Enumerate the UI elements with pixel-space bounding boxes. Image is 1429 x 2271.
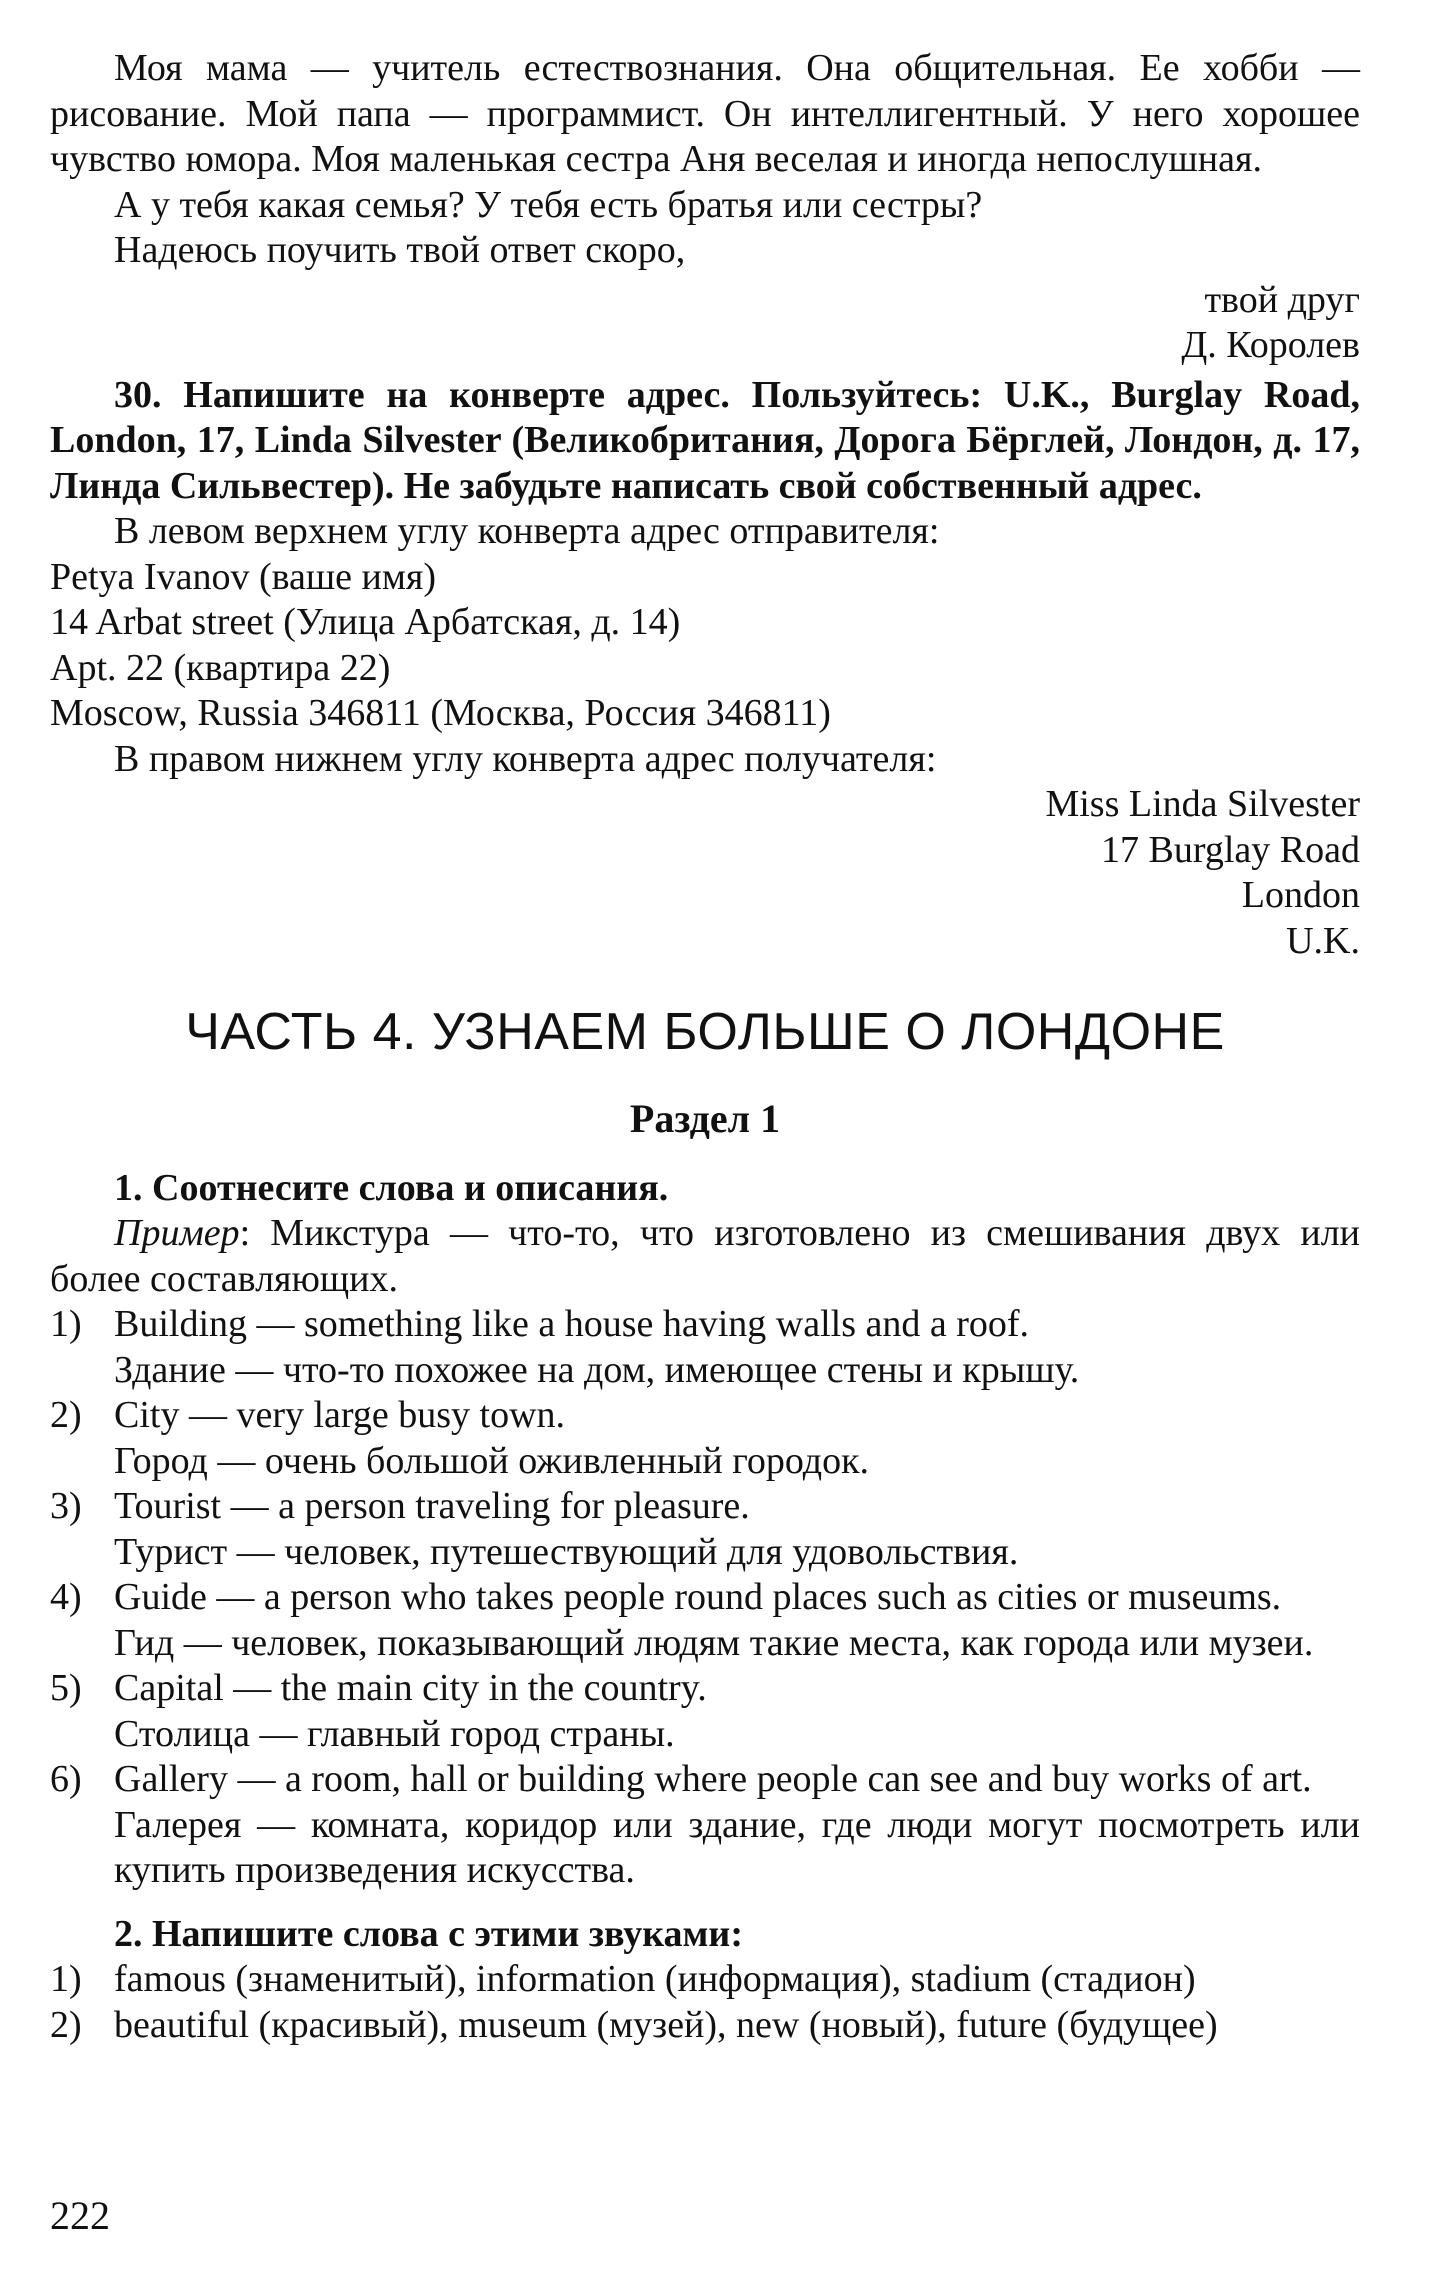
item-russian: Здание — что-то похожее на дом, имеющее стены и крышу. <box>114 1348 1080 1391</box>
item-text: famous (знаменитый), information (информация), stadium (стадион) <box>114 1958 1196 2000</box>
item-number: 1) <box>50 1958 82 2000</box>
item-number: 6) <box>50 1758 82 1800</box>
letter-paragraph: Моя мама — учитель естествознания. Она общительная. Ее хобби — рисование. Мой папа — программист. Он интеллигентный. У него хорошее чувство юмора. Моя маленькая сестра Аня веселая и иногда непослушная. <box>50 47 1360 180</box>
item-russian: Галерея — комната, коридор или здание, где люди могут посмотреть или купить произведения искусства. <box>114 1803 1360 1891</box>
task-30-title: 30. Напишите на конверте адрес. Пользуйтесь: U.K., Burglay Road, London, 17, Linda Silvester (Великобритания, Дорога Бёрглей, Лондон, д. 17, Линда Сильвестер). Не забудьте написать свой собственный адрес. <box>50 373 1360 507</box>
page-number: 222 <box>50 2193 110 2238</box>
example-text: : Микстура — что-то, что изготовлено из смешивания двух или более составляющих. <box>50 1212 1360 1300</box>
letter-paragraph: А у тебя какая семья? У тебя есть братья или сестры? <box>114 183 983 226</box>
address-line: London <box>1241 874 1360 916</box>
exercise-1-title: 1. Соотнесите слова и описания. <box>114 1166 669 1209</box>
address-line: Apt. 22 (квартира 22) <box>50 646 391 689</box>
item-english: Guide — a person who takes people round places such as cities or museums. <box>114 1576 1282 1618</box>
page-body <box>50 46 1360 2048</box>
list-item <box>50 1957 1360 2003</box>
list-item <box>50 1302 1360 1393</box>
item-number: 2) <box>50 1394 82 1436</box>
item-text: beautiful (красивый), museum (музей), new (новый), future (будущее) <box>114 2003 1218 2046</box>
list-item <box>50 1393 1360 1484</box>
item-number: 4) <box>50 1576 82 1618</box>
exercise-2-title: 2. Напишите слова с этими звуками: <box>114 1912 743 1955</box>
letter-signature: Д. Королев <box>1181 324 1360 366</box>
address-line: Petya Ivanov (ваше имя) <box>50 555 437 598</box>
item-number: 3) <box>50 1485 82 1527</box>
list-item <box>50 2003 1360 2049</box>
address-line: Miss Linda Silvester <box>1045 783 1360 825</box>
list-item <box>50 1666 1360 1757</box>
recipient-intro: В правом нижнем углу конверта адрес получателя: <box>114 737 937 780</box>
item-russian: Гид — человек, показывающий людям такие места, как города или музеи. <box>114 1621 1314 1664</box>
item-russian: Турист — человек, путешествующий для удовольствия. <box>114 1530 1019 1573</box>
sender-address <box>50 555 1360 737</box>
exercise-1-example <box>50 1211 1360 1302</box>
address-line: 17 Burglay Road <box>1101 828 1360 871</box>
item-english: Tourist — a person traveling for pleasure. <box>114 1485 750 1527</box>
address-line: Moscow, Russia 346811 (Москва, Россия 346811) <box>50 692 831 734</box>
address-line: U.K. <box>1286 919 1360 962</box>
recipient-address <box>50 782 1360 964</box>
item-english: Building — something like a house having walls and a roof. <box>114 1303 1030 1345</box>
item-english: Capital — the main city in the country. <box>114 1667 707 1709</box>
section-heading: Раздел 1 <box>629 1096 781 1141</box>
item-number: 1) <box>50 1303 82 1345</box>
sender-intro: В левом верхнем углу конверта адрес отправителя: <box>114 510 940 552</box>
item-english: Gallery — a room, hall or building where people can see and buy works of art. <box>114 1758 1312 1800</box>
list-item <box>50 1484 1360 1575</box>
address-line: 14 Arbat street (Улица Арбатская, д. 14) <box>50 601 681 643</box>
list-item <box>50 1757 1360 1894</box>
example-label: Пример <box>114 1212 240 1254</box>
item-english: City — very large busy town. <box>114 1394 566 1436</box>
item-number: 2) <box>50 2003 82 2046</box>
item-russian: Столица — главный город страны. <box>114 1712 675 1755</box>
item-russian: Город — очень большой оживленный городок. <box>114 1439 870 1482</box>
part-heading: ЧАСТЬ 4. УЗНАЕМ БОЛЬШЕ О ЛОНДОНЕ <box>185 1003 1225 1061</box>
list-item <box>50 1575 1360 1666</box>
letter-paragraph: Надеюсь поучить твой ответ скоро, <box>114 229 686 271</box>
letter-closing: твой друг <box>1204 278 1360 321</box>
item-number: 5) <box>50 1667 82 1709</box>
